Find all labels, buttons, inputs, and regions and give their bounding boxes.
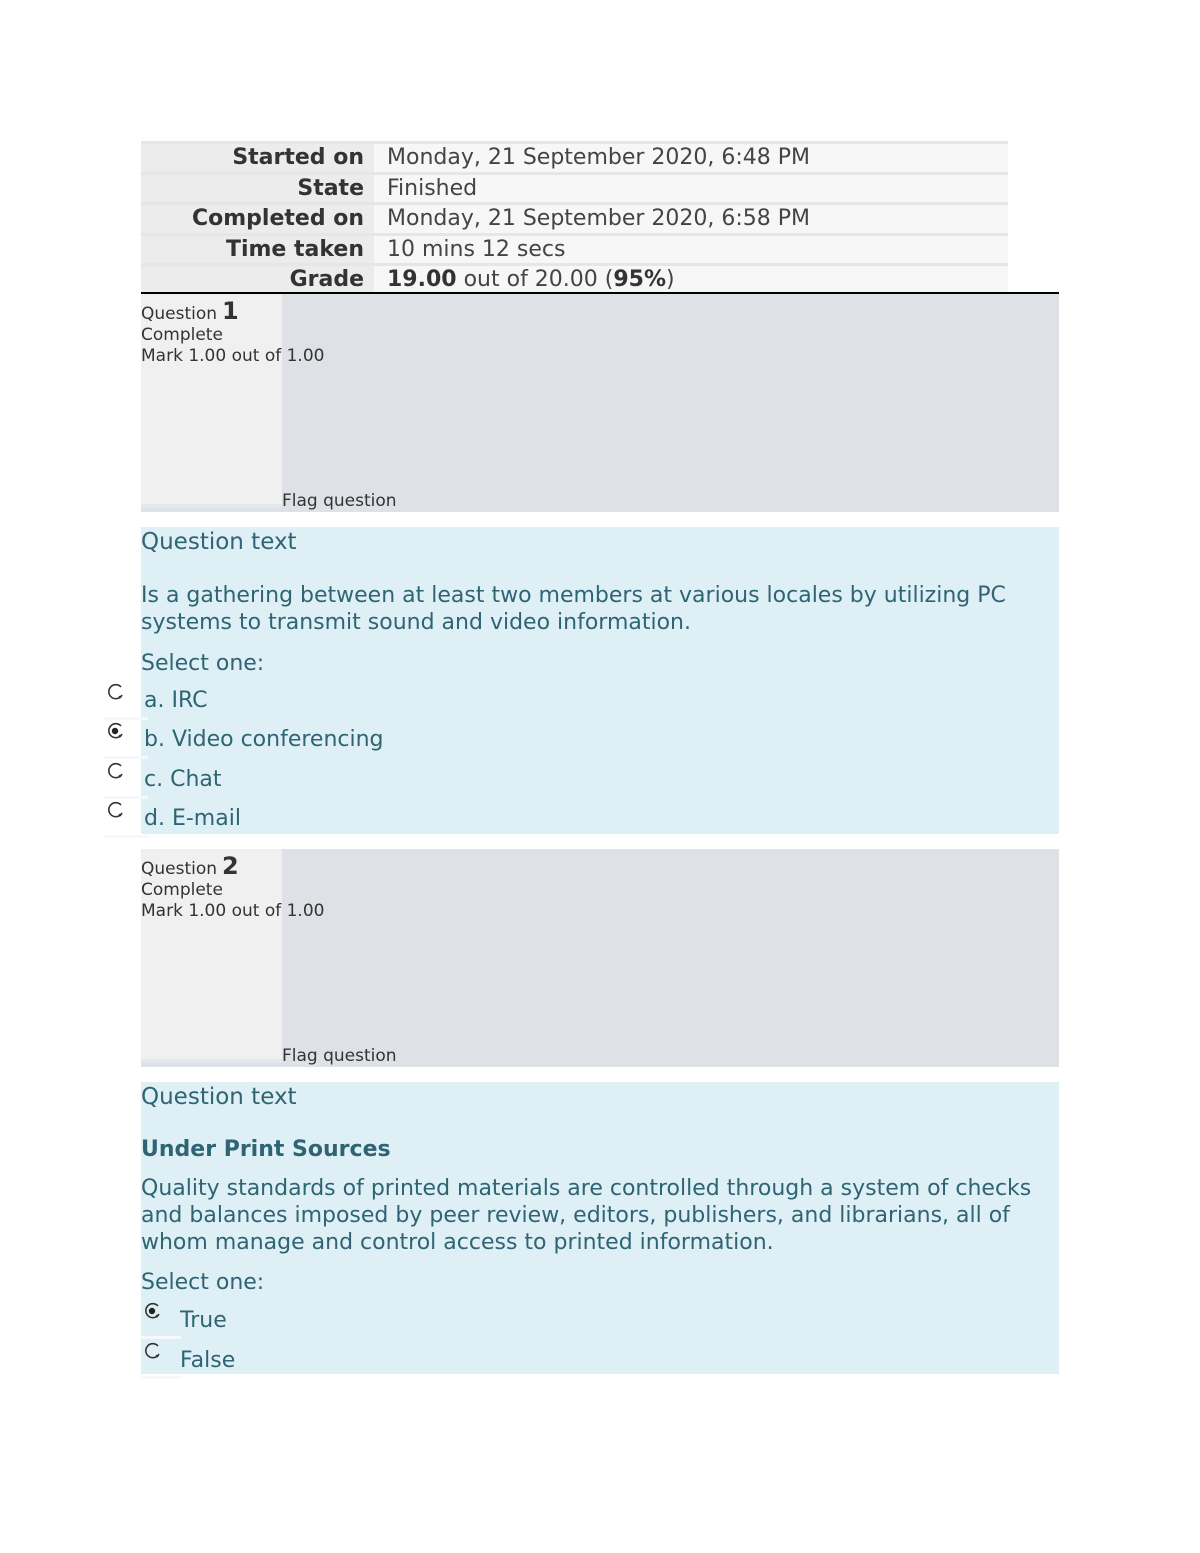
answer-option-d[interactable]	[104, 799, 241, 838]
question-text-heading: Question text	[141, 1084, 297, 1110]
question-body: Is a gathering between at least two members at various locales by utilizing PC systems to transmit sound and video information.	[141, 583, 1006, 635]
question-content-1	[141, 527, 1059, 834]
select-one-prompt: Select one:	[141, 651, 265, 676]
question-text-heading: Question text	[141, 529, 297, 555]
question-meta-divider	[141, 504, 282, 508]
question-info-1	[141, 294, 1059, 512]
answer-option-b[interactable]	[104, 720, 384, 759]
option-label[interactable]: False	[180, 1348, 236, 1373]
option-underline	[141, 1336, 181, 1339]
radio-unchecked-icon[interactable]	[141, 1340, 163, 1362]
radio-unchecked-icon[interactable]	[104, 760, 126, 782]
question-number-value: 1	[222, 297, 239, 325]
question-state: Complete	[141, 880, 223, 900]
answer-option-c[interactable]	[104, 760, 222, 799]
option-underline	[141, 1376, 181, 1379]
radio-unchecked-icon[interactable]	[104, 681, 126, 703]
radio-unchecked-icon[interactable]	[104, 799, 126, 821]
summary-row-time-taken	[141, 233, 1008, 264]
summary-row-grade	[141, 263, 1008, 294]
question-meta-divider	[141, 1059, 282, 1063]
grade-score: 19.00	[387, 267, 457, 293]
radio-checked-icon[interactable]	[141, 1300, 163, 1322]
select-one-prompt: Select one:	[141, 1270, 265, 1295]
question-info-2	[141, 849, 1059, 1067]
question-content-2	[141, 1082, 1059, 1374]
option-label[interactable]: d. E-mail	[144, 806, 241, 831]
question-prefix: Question	[141, 304, 218, 324]
summary-label: Completed on	[141, 205, 374, 233]
summary-value: 10 mins 12 secs	[374, 236, 1008, 264]
summary-row-state	[141, 172, 1008, 203]
question-body: Quality standards of printed materials are controlled through a system of checks and balances imposed by peer review, editors, publishers, and librarians, all of whom manage and control access to printed information.	[141, 1176, 1032, 1255]
grade-close: )	[666, 267, 675, 293]
summary-label: Grade	[141, 266, 374, 294]
question-mark: Mark 1.00 out of 1.00	[141, 901, 325, 921]
answer-option-true[interactable]	[141, 1300, 227, 1339]
option-label[interactable]: True	[180, 1308, 227, 1333]
option-label[interactable]: a. IRC	[144, 688, 208, 713]
summary-label: State	[141, 175, 374, 203]
answer-option-a[interactable]	[104, 681, 208, 720]
question-number-value: 2	[222, 852, 239, 880]
flag-question-link[interactable]: Flag question	[282, 1046, 397, 1066]
question-subheading: Under Print Sources	[141, 1137, 391, 1162]
summary-row-completed	[141, 202, 1008, 233]
question-prefix: Question	[141, 859, 218, 879]
option-underline	[104, 835, 148, 838]
grade-out-of: out of 20.00 (	[456, 267, 614, 293]
answer-option-false[interactable]	[141, 1340, 236, 1379]
grade-percent: 95%	[613, 267, 667, 293]
summary-value: Finished	[374, 175, 1008, 203]
summary-label: Time taken	[141, 236, 374, 264]
summary-label: Started on	[141, 144, 374, 172]
summary-value: Monday, 21 September 2020, 6:48 PM	[374, 144, 1008, 172]
option-label[interactable]: c. Chat	[144, 767, 222, 792]
question-state: Complete	[141, 325, 223, 345]
summary-row-started	[141, 141, 1008, 172]
summary-value: Monday, 21 September 2020, 6:58 PM	[374, 205, 1008, 233]
grade-value	[374, 266, 1008, 294]
option-label[interactable]: b. Video conferencing	[144, 727, 384, 752]
attempt-summary-table	[141, 141, 1008, 294]
option-underline	[104, 756, 148, 759]
radio-checked-icon[interactable]	[104, 720, 126, 742]
question-mark: Mark 1.00 out of 1.00	[141, 346, 325, 366]
flag-question-link[interactable]: Flag question	[282, 491, 397, 511]
